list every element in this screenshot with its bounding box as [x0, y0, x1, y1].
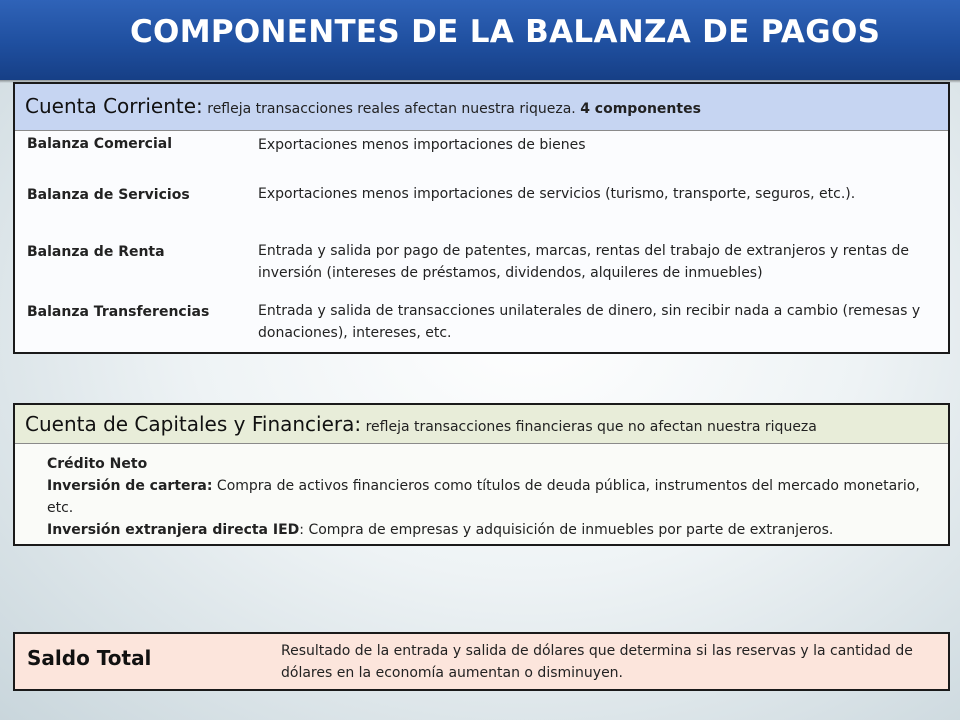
cuenta-corriente-description: refleja transacciones reales afectan nuestra riqueza. [202, 101, 581, 117]
inversion-cartera-text: Compra de activos financieros como títulos de deuda pública, instrumentos del mercado monetario, etc. [47, 478, 920, 516]
row-desc-balanza-comercial: Exportaciones menos importaciones de bienes [258, 137, 586, 153]
page-title: COMPONENTES DE LA BALANZA DE PAGOS [130, 14, 881, 50]
row-label-balanza-renta: Balanza de Renta [27, 244, 165, 260]
title-banner [0, 0, 960, 80]
cuenta-corriente-title: Cuenta Corriente: [25, 94, 203, 118]
row-desc-balanza-transferencias: Entrada y salida de transacciones unilaterales de dinero, sin recibir nada a cambio (remesas y donaciones), intereses, etc. [258, 303, 921, 341]
credito-neto-text: Crédito Neto [47, 456, 148, 472]
row-desc-balanza-renta: Entrada y salida por pago de patentes, marcas, rentas del trabajo de extranjeros y rentas de inversión (intereses de préstamos, dividendos, alquileres de inmuebles) [258, 243, 909, 281]
credito-neto-label [47, 453, 937, 475]
inversion-cartera-label: Inversión de cartera: [47, 478, 213, 494]
cuenta-corriente-table [13, 82, 950, 354]
row-label-balanza-servicios: Balanza de Servicios [27, 187, 190, 203]
saldo-total-label: Saldo Total [27, 646, 152, 670]
ied-label: Inversión extranjera directa IED [47, 522, 300, 538]
ied-text: : Compra de empresas y adquisición de inmuebles por parte de extranjeros. [299, 522, 834, 538]
row-desc-balanza-servicios: Exportaciones menos importaciones de servicios (turismo, transporte, seguros, etc.). [258, 186, 856, 202]
cuenta-capitales-table [13, 403, 950, 546]
cuenta-capitales-body [47, 453, 937, 541]
cuenta-corriente-header [15, 84, 948, 131]
saldo-total-box [13, 632, 950, 691]
ied-item [47, 519, 937, 541]
saldo-total-description: Resultado de la entrada y salida de dólares que determina si las reservas y la cantidad de dólares en la economía aumentan o disminuyen. [281, 643, 913, 681]
row-label-balanza-transferencias: Balanza Transferencias [27, 304, 210, 320]
inversion-cartera-item [47, 475, 937, 519]
components-note: 4 componentes [580, 101, 701, 117]
cuenta-capitales-description: refleja transacciones financieras que no afectan nuestra riqueza [361, 419, 817, 435]
cuenta-capitales-title: Cuenta de Capitales y Financiera: [25, 412, 362, 436]
cuenta-capitales-header [15, 405, 948, 444]
row-label-balanza-comercial: Balanza Comercial [27, 136, 173, 152]
